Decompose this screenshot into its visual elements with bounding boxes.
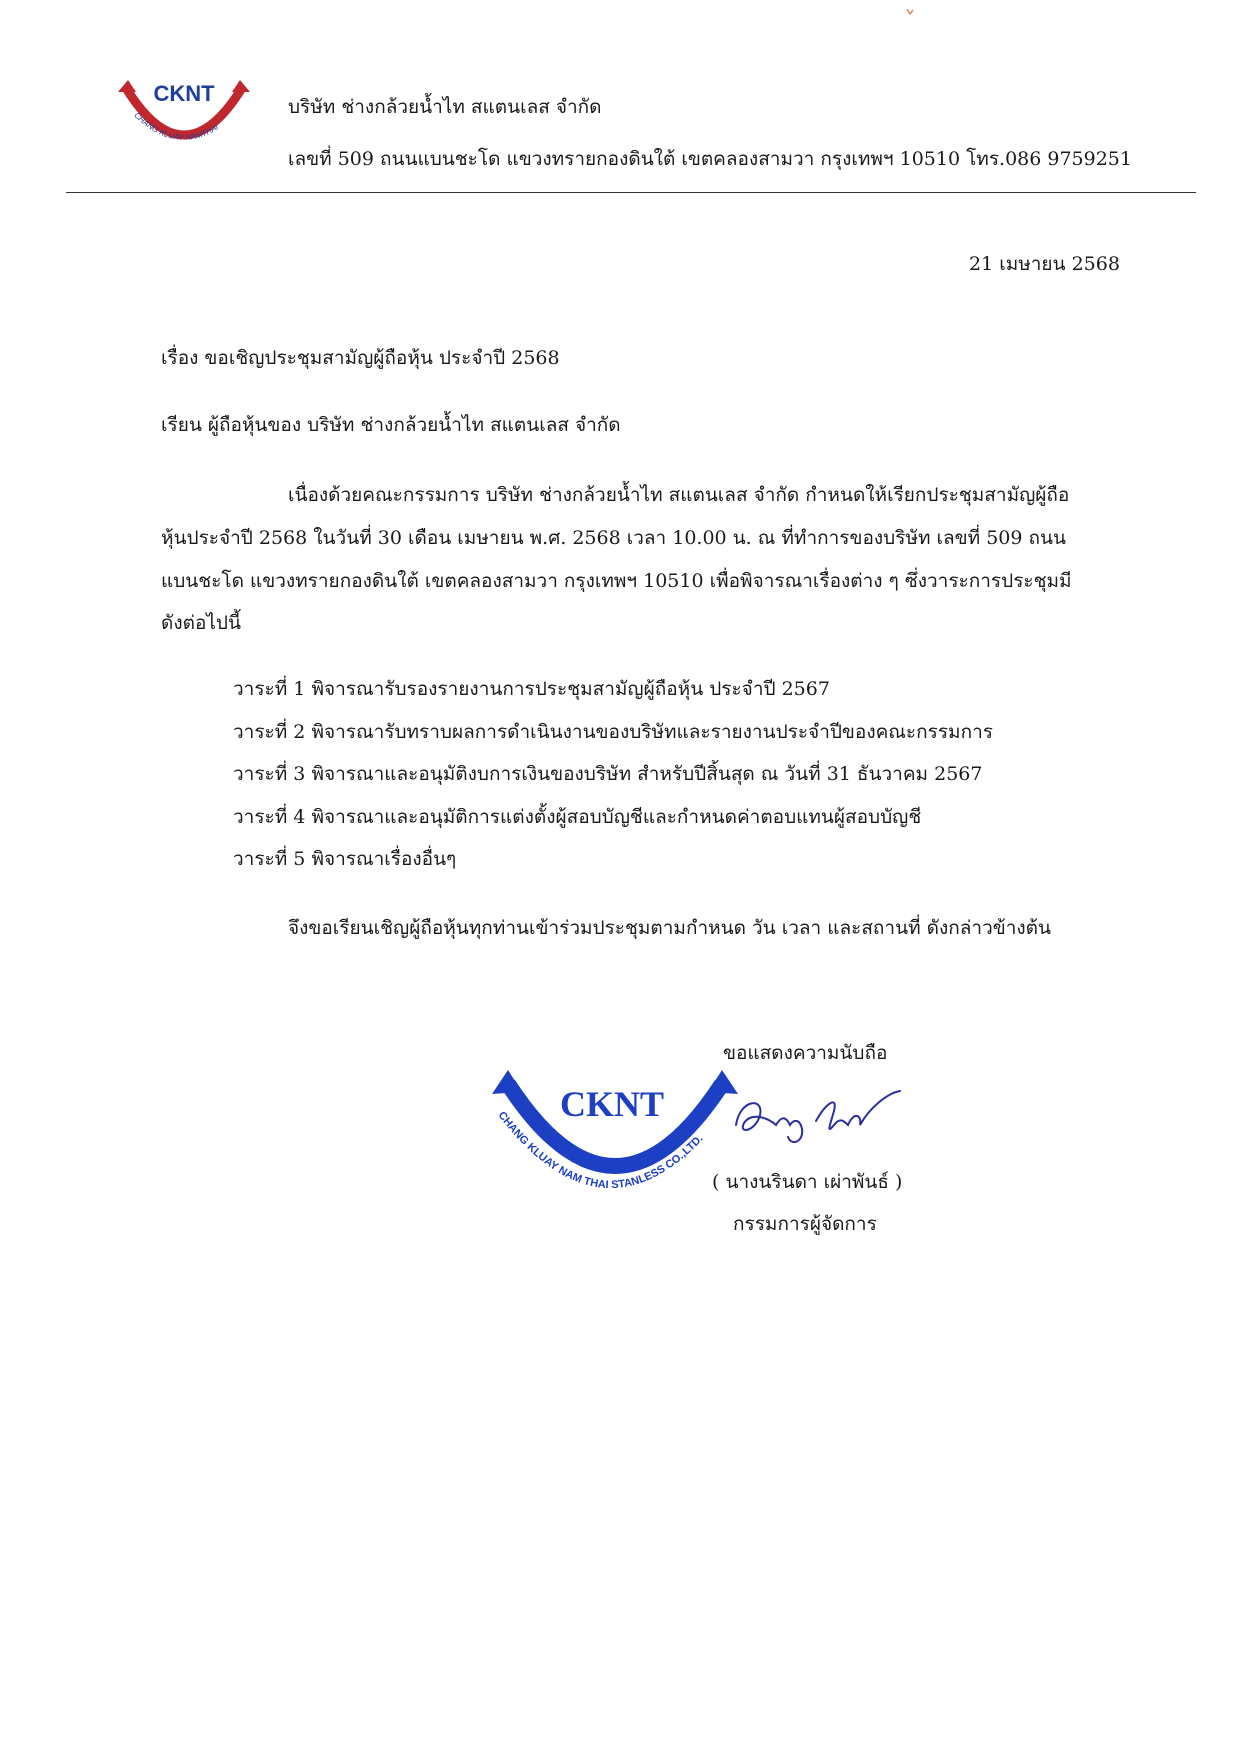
closing-paragraph: จึงขอเรียนเชิญผู้ถือหุ้นทุกท่านเข้าร่วมประชุมตามกำหนด วัน เวลา และสถานที่ ดังกล่าวข้างต้น <box>288 917 1052 939</box>
signer-name: ( นางนรินดา เผ่าพันธ์ ) <box>712 1171 903 1193</box>
letter-date: 21 เมษายน 2568 <box>969 253 1120 275</box>
handwritten-signature <box>730 1085 910 1155</box>
agenda-item: วาระที่ 1 พิจารณารับรองรายงานการประชุมสามัญผู้ถือหุ้น ประจำปี 2567 <box>233 678 830 700</box>
body-paragraph-line: ดังต่อไปนี้ <box>161 612 241 634</box>
company-name: บริษัท ช่างกล้วยน้ำไท สแตนเลส จำกัด <box>288 96 602 118</box>
signer-title: กรรมการผู้จัดการ <box>733 1213 877 1235</box>
body-paragraph-line: หุ้นประจำปี 2568 ในวันที่ 30 เดือน เมษายน พ.ศ. 2568 เวลา 10.00 น. ณ ที่ทำการของบริษัท เลขที่ 509 ถนน <box>161 527 1067 549</box>
svg-text:CKNT: CKNT <box>153 81 215 106</box>
scan-mark <box>906 0 914 6</box>
closing-respect: ขอแสดงความนับถือ <box>723 1042 888 1064</box>
agenda-item: วาระที่ 3 พิจารณาและอนุมัติงบการเงินของบริษัท สำหรับปีสิ้นสุด ณ วันที่ 31 ธันวาคม 2567 <box>233 763 983 785</box>
svg-text:CKNT: CKNT <box>559 1084 665 1124</box>
svg-text:CHANG KLUAY NAMTHAI: CHANG KLUAY NAMTHAI <box>132 110 221 143</box>
body-paragraph-line: แบนชะโด แขวงทรายกองดินใต้ เขตคลองสามวา กรุงเทพฯ 10510 เพื่อพิจารณาเรื่องต่าง ๆ ซึ่งวาระการประชุมมี <box>161 570 1072 592</box>
svg-text:CHANG KLUAY NAM THAI STANLESS: CHANG KLUAY NAM THAI STANLESS CO.,LTD. <box>495 1109 706 1192</box>
agenda-item: วาระที่ 2 พิจารณารับทราบผลการดำเนินงานของบริษัทและรายงานประจำปีของคณะกรรมการ <box>233 721 993 743</box>
body-paragraph-line: เนื่องด้วยคณะกรรมการ บริษัท ช่างกล้วยน้ำไท สแตนเลส จำกัด กำหนดให้เรียกประชุมสามัญผู้ถือ <box>288 484 1070 506</box>
agenda-item: วาระที่ 4 พิจารณาและอนุมัติการแต่งตั้งผู้สอบบัญชีและกำหนดค่าตอบแทนผู้สอบบัญชี <box>233 806 922 828</box>
letter-subject: เรื่อง ขอเชิญประชุมสามัญผู้ถือหุ้น ประจำปี 2568 <box>161 347 560 369</box>
company-address: เลขที่ 509 ถนนแบนชะโด แขวงทรายกองดินใต้ เขตคลองสามวา กรุงเทพฯ 10510 โทร.086 9759251 <box>288 148 1132 170</box>
company-seal-stamp <box>490 1058 740 1218</box>
company-logo <box>114 70 254 164</box>
letter-salutation: เรียน ผู้ถือหุ้นของ บริษัท ช่างกล้วยน้ำไท สแตนเลส จำกัด <box>161 414 621 436</box>
header-divider <box>66 192 1196 193</box>
agenda-item: วาระที่ 5 พิจารณาเรื่องอื่นๆ <box>233 848 457 870</box>
